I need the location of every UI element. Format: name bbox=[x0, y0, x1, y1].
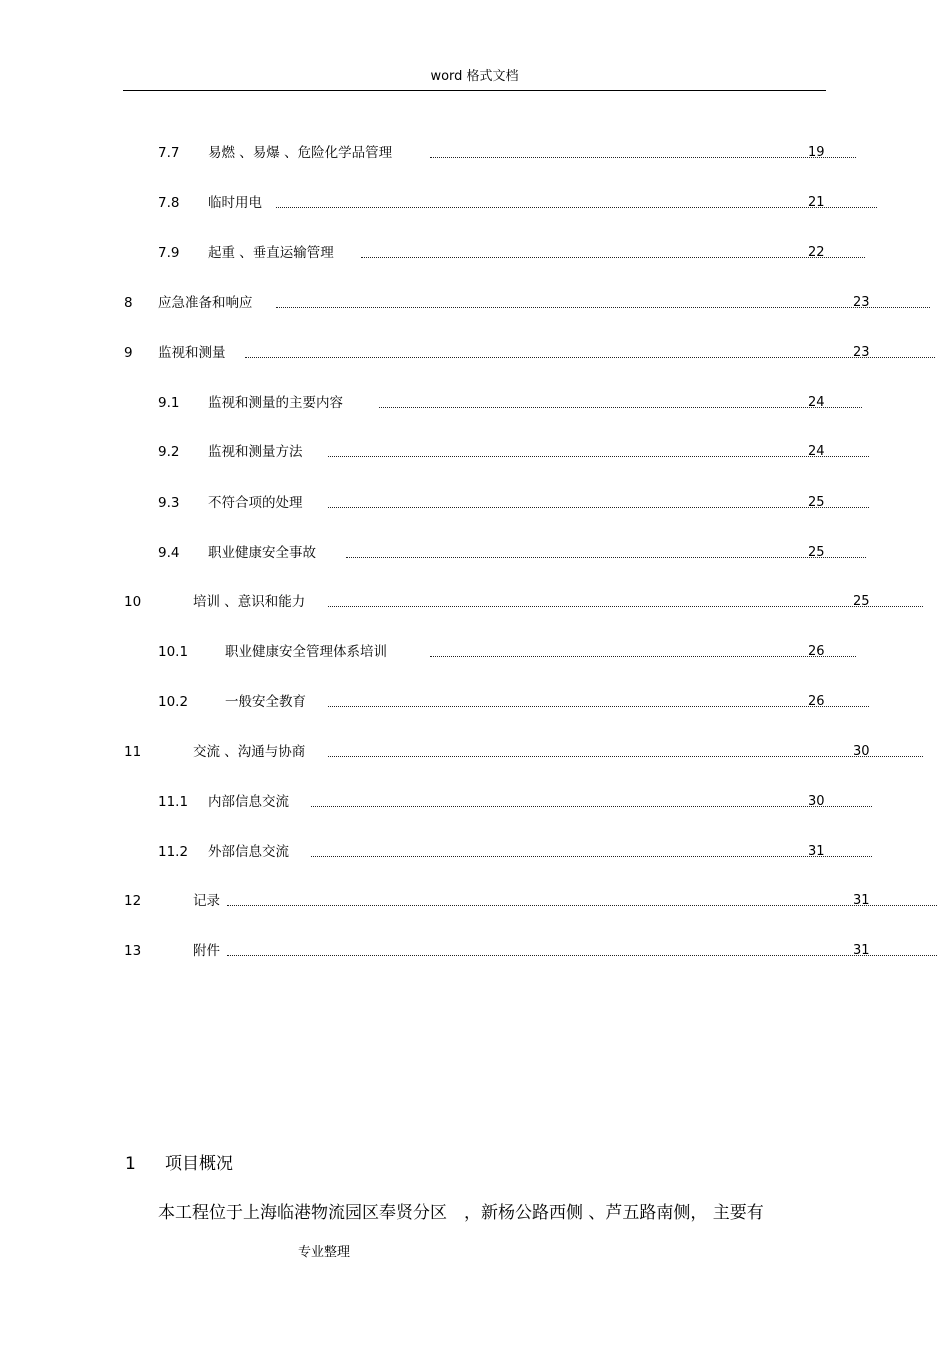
toc-entry-number: 12 bbox=[124, 893, 142, 909]
toc-entry-number: 9 bbox=[124, 345, 133, 361]
toc-entry-page: 25 bbox=[808, 545, 825, 560]
toc-entry-title: 临时用电 bbox=[208, 195, 262, 211]
toc-entry-number: 11.2 bbox=[158, 844, 189, 860]
toc-entry bbox=[0, 193, 950, 213]
toc-entry-page: 23 bbox=[853, 295, 870, 310]
toc-entry-page: 30 bbox=[808, 794, 825, 809]
toc-entry bbox=[0, 592, 950, 612]
toc-entry-leader bbox=[430, 157, 856, 158]
toc-entry bbox=[0, 941, 950, 961]
toc-entry-leader bbox=[245, 357, 935, 358]
toc-entry-leader bbox=[227, 955, 937, 956]
toc-entry-leader bbox=[276, 207, 877, 208]
toc-entry-number: 10 bbox=[124, 594, 142, 610]
toc-entry-leader bbox=[276, 307, 930, 308]
toc-entry bbox=[0, 493, 950, 513]
toc-entry-title: 起重 、垂直运输管理 bbox=[208, 245, 334, 261]
toc-entry-number: 7.8 bbox=[158, 195, 180, 211]
toc-entry-title: 不符合项的处理 bbox=[208, 495, 303, 511]
toc-entry-page: 31 bbox=[853, 893, 870, 908]
toc-entry-number: 10.2 bbox=[158, 694, 189, 710]
page-header: word 格式文档 bbox=[430, 69, 519, 84]
toc-entry-number: 9.3 bbox=[158, 495, 180, 511]
toc-entry-leader bbox=[346, 557, 866, 558]
toc-entry-title: 记录 bbox=[193, 893, 220, 909]
toc-entry-page: 26 bbox=[808, 644, 825, 659]
toc-entry-page: 26 bbox=[808, 694, 825, 709]
toc-entry bbox=[0, 792, 950, 812]
toc-entry-leader bbox=[328, 756, 923, 757]
toc-entry-number: 8 bbox=[124, 295, 133, 311]
toc-entry-title: 易燃 、易爆 、危险化学品管理 bbox=[208, 145, 393, 161]
toc-entry-title: 监视和测量方法 bbox=[208, 444, 303, 460]
page-footer: 专业整理 bbox=[298, 1245, 351, 1260]
toc-entry-title: 监视和测量 bbox=[158, 345, 226, 361]
toc-entry-leader bbox=[379, 407, 862, 408]
toc-entry-number: 7.9 bbox=[158, 245, 180, 261]
toc-entry-number: 11 bbox=[124, 744, 142, 760]
toc-entry-page: 19 bbox=[808, 145, 825, 160]
toc-entry-page: 21 bbox=[808, 195, 825, 210]
toc-entry bbox=[0, 543, 950, 563]
section-number: 1 bbox=[125, 1154, 136, 1174]
toc-entry-number: 9.1 bbox=[158, 395, 180, 411]
toc-entry-page: 23 bbox=[853, 345, 870, 360]
toc-entry-number: 9.4 bbox=[158, 545, 180, 561]
toc-entry-title: 一般安全教育 bbox=[225, 694, 306, 710]
toc-entry-page: 25 bbox=[853, 594, 870, 609]
toc-entry bbox=[0, 742, 950, 762]
toc-entry bbox=[0, 891, 950, 911]
toc-entry-page: 22 bbox=[808, 245, 825, 260]
toc-entry bbox=[0, 842, 950, 862]
toc-entry-number: 9.2 bbox=[158, 444, 180, 460]
toc-entry-leader bbox=[328, 456, 869, 457]
toc-entry bbox=[0, 393, 950, 413]
toc-entry-title: 监视和测量的主要内容 bbox=[208, 395, 343, 411]
toc-entry-leader bbox=[328, 706, 869, 707]
toc-entry bbox=[0, 243, 950, 263]
toc-entry-title: 职业健康安全事故 bbox=[208, 545, 316, 561]
toc-entry-leader bbox=[328, 507, 869, 508]
toc-entry-title: 应急准备和响应 bbox=[158, 295, 253, 311]
toc-entry-title: 职业健康安全管理体系培训 bbox=[225, 644, 387, 660]
toc-entry bbox=[0, 642, 950, 662]
toc-entry bbox=[0, 143, 950, 163]
toc-entry-title: 交流 、沟通与协商 bbox=[193, 744, 306, 760]
toc-entry-title: 内部信息交流 bbox=[208, 794, 289, 810]
section-title: 项目概况 bbox=[165, 1154, 233, 1174]
toc-entry-leader bbox=[311, 856, 872, 857]
toc-entry-number: 10.1 bbox=[158, 644, 189, 660]
toc-entry bbox=[0, 293, 950, 313]
toc-entry-number: 7.7 bbox=[158, 145, 180, 161]
toc-entry-page: 24 bbox=[808, 395, 825, 410]
toc-entry-title: 培训 、意识和能力 bbox=[193, 594, 306, 610]
toc-entry bbox=[0, 442, 950, 462]
toc-entry bbox=[0, 692, 950, 712]
toc-entry-leader bbox=[227, 905, 937, 906]
toc-entry-page: 31 bbox=[808, 844, 825, 859]
toc-entry-leader bbox=[311, 806, 872, 807]
toc-entry-page: 25 bbox=[808, 495, 825, 510]
toc-entry-page: 31 bbox=[853, 943, 870, 958]
toc-entry-number: 11.1 bbox=[158, 794, 189, 810]
toc-entry-page: 24 bbox=[808, 444, 825, 459]
body-paragraph: 本工程位于上海临港物流园区奉贤分区 ，新杨公路西侧 、芦五路南侧， 主要有 bbox=[158, 1203, 764, 1223]
toc-entry bbox=[0, 343, 950, 363]
toc-entry-leader bbox=[361, 257, 865, 258]
toc-entry-page: 30 bbox=[853, 744, 870, 759]
toc-entry-leader bbox=[430, 656, 856, 657]
toc-entry-title: 外部信息交流 bbox=[208, 844, 289, 860]
toc-entry-leader bbox=[328, 606, 923, 607]
toc-entry-number: 13 bbox=[124, 943, 142, 959]
toc-entry-title: 附件 bbox=[193, 943, 220, 959]
